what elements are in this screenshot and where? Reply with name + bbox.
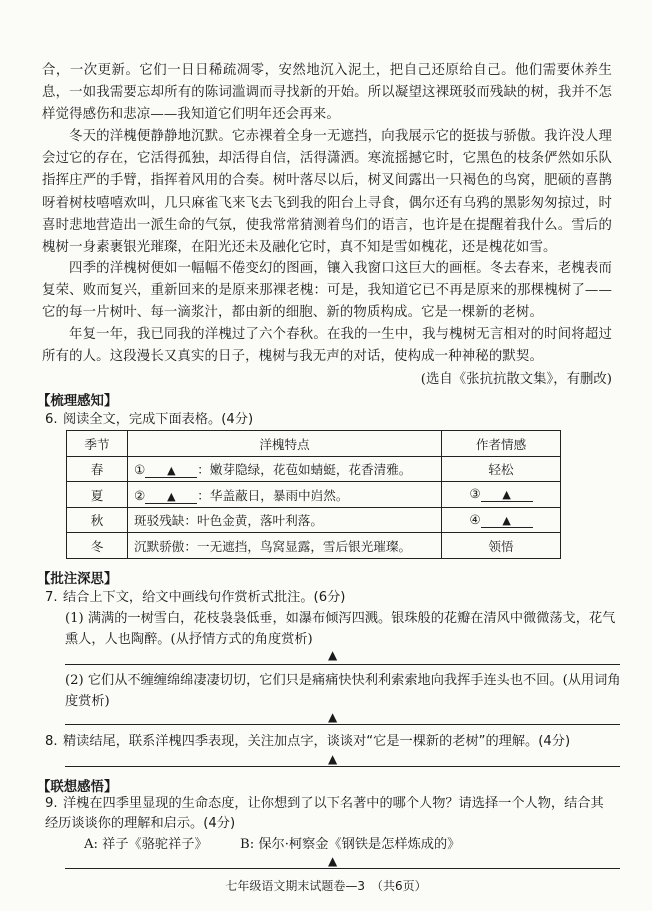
question-number: 6. xyxy=(45,412,58,427)
passage-paragraph-2: 冬天的洋槐便静静地沉默。它赤裸着全身一无遮挡，向我展示它的挺拔与骄傲。我许没人理会过它的存在，它活得孤独，却活得自信，活得潇洒。寒流摇撼它时，它黑色的枝条俨然如乐队指挥庄严的手臂，指挥着风用的合奏。树叶落尽以后，树叉间露出一只褐色的鸟窝，肥硕的喜鹊呀着树枝嘻嘻欢叫，几只麻雀飞来飞去飞到我的阳台上寻食，偶尔还有乌鸦的黑影匆匆掠过，时喜时悲地营造出一派生命的气氛，使我常常猜测着鸟们的语言，也许是在提醒着我什么。雪后的槐树一身素裹银光璀璨，在阳光还未及融化它时，真不知是雪如槐花，还是槐花如雪。 xyxy=(42,129,612,256)
question-7-sub-2: (2) 它们从不缠缠绵绵凄凄切切，它们只是痛痛快快利利索索地向我挥手连头也不回。(从用词角度赏析) xyxy=(65,673,621,709)
season-cell: 夏 xyxy=(67,482,128,508)
passage-paragraph-1: 合，一次更新。它们一日日稀疏凋零，安然地沉入泥土，把自己还原给自己。他们需要休养生息，一如我需要忘却所有的陈词滥调而寻找新的开始。所以凝望这裸斑驳而残缺的树，我并不怎样觉得感伤和悲凉——我知道它们明年还会再来。 xyxy=(42,63,612,123)
blank-marker: ① xyxy=(134,462,146,478)
answer-blank[interactable] xyxy=(145,462,197,478)
blank-marker: ④ xyxy=(469,511,481,527)
triangle-icon: ▲ xyxy=(167,464,176,478)
passage-paragraph-4: 年复一年，我已同我的洋槐过了六个春秋。在我的一生中，我与槐树无言相对的时间将超过所有的人。这段漫长又真实的日子，槐树与我无声的对话，使构成一种神秘的默契。 xyxy=(42,327,612,365)
page-footer: 七年级语文期末试题卷—3 （共6页） xyxy=(225,879,427,893)
question-6 xyxy=(45,410,615,430)
feeling-cell xyxy=(442,482,561,508)
triangle-icon: ▲ xyxy=(328,854,338,868)
answer-line-8[interactable] xyxy=(65,766,620,767)
trait-cell: 沉默骄傲：一无遮挡，鸟窝显露，雪后银光璀璨。 xyxy=(128,533,442,559)
question-text: 结合上下文，给文中画线句作赏析式批注。(6分) xyxy=(63,590,346,605)
table-header-row xyxy=(67,431,561,457)
passage-source: (选自《张抗抗散文集》，有删改) xyxy=(420,372,612,387)
answer-line-9[interactable] xyxy=(65,868,620,869)
triangle-icon: ▲ xyxy=(328,752,338,766)
blank-marker: ③ xyxy=(469,486,481,502)
answer-blank[interactable] xyxy=(145,488,197,504)
question-number: 8. xyxy=(45,734,58,749)
trait-text: ：华盖蔽日，暴雨中岿然。 xyxy=(197,487,349,503)
triangle-icon: ▲ xyxy=(328,710,338,724)
answer-line-7-1[interactable] xyxy=(65,664,620,665)
question-text: 精读结尾，联系洋槐四季表现，关注加点字，谈谈对“它是一棵新的老树”的理解。(4分) xyxy=(63,734,571,749)
triangle-icon: ▲ xyxy=(167,489,176,503)
section-heading-2: 【批注深思】 xyxy=(37,572,118,587)
answer-blank[interactable] xyxy=(481,486,533,502)
triangle-icon: ▲ xyxy=(328,648,338,662)
season-cell: 冬 xyxy=(67,533,128,559)
feeling-cell: 领悟 xyxy=(442,533,561,559)
triangle-icon: ▲ xyxy=(502,488,511,502)
q6-table xyxy=(66,430,561,559)
table-row xyxy=(67,533,561,559)
blank-marker: ② xyxy=(134,487,146,503)
season-cell: 春 xyxy=(67,456,128,482)
table-header: 作者情感 xyxy=(442,431,561,457)
trait-text: ：嫩芽隐绿，花苞如蜻蜓，花香清雅。 xyxy=(197,462,412,478)
question-8 xyxy=(45,732,615,752)
question-7-sub-1: (1) 满满的一树雪白，花枝袅袅低垂，如瀑布倾泻四溅。银珠般的花瓣在清风中微微荡戈，花气熏人，人也陶醉。(从抒情方式的角度赏析) xyxy=(65,611,616,647)
table-header: 洋槐特点 xyxy=(128,431,442,457)
question-text: 洋槐在四季里显现的生命态度，让你想到了以下名著中的哪个人物？请选择一个人物，结合其经历谈谈你的理解和启示。(4分) xyxy=(45,796,604,831)
question-text: 阅读全文，完成下面表格。(4分) xyxy=(63,412,254,427)
option-a: A: 祥子《骆驼祥子》 xyxy=(84,837,208,852)
season-cell: 秋 xyxy=(67,507,128,533)
option-b: B: 保尔·柯察金《钢铁是怎样炼成的》 xyxy=(240,837,461,852)
passage-paragraph-3: 四季的洋槐树便如一幅幅不倦变幻的图画，镶入我窗口这巨大的画框。冬去春来，老槐表而复荣、败而复兴，重新回来的是原来那裸老槐：可是，我知道它已不再是原来的那棵槐树了——它的每一片树叶、每一滴浆汁，都由新的细胞、新的物质构成。它是一棵新的老树。 xyxy=(42,261,612,321)
table-row xyxy=(67,482,561,508)
answer-blank[interactable] xyxy=(481,512,533,528)
trait-cell xyxy=(128,456,442,482)
question-number: 7. xyxy=(45,590,58,605)
trait-cell: 斑驳残缺：叶色金黄，落叶利落。 xyxy=(128,507,442,533)
table-row xyxy=(67,456,561,482)
trait-cell xyxy=(128,482,442,508)
triangle-icon: ▲ xyxy=(502,513,511,527)
table-row xyxy=(67,507,561,533)
question-7 xyxy=(45,588,615,608)
feeling-cell xyxy=(442,507,561,533)
answer-line-7-2[interactable] xyxy=(65,724,620,725)
question-number: 9. xyxy=(45,796,58,811)
section-heading-1: 【梳理感知】 xyxy=(37,394,118,409)
feeling-cell: 轻松 xyxy=(442,456,561,482)
table-header: 季节 xyxy=(67,431,128,457)
question-9 xyxy=(45,794,615,834)
section-heading-3: 【联想感悟】 xyxy=(37,780,118,795)
